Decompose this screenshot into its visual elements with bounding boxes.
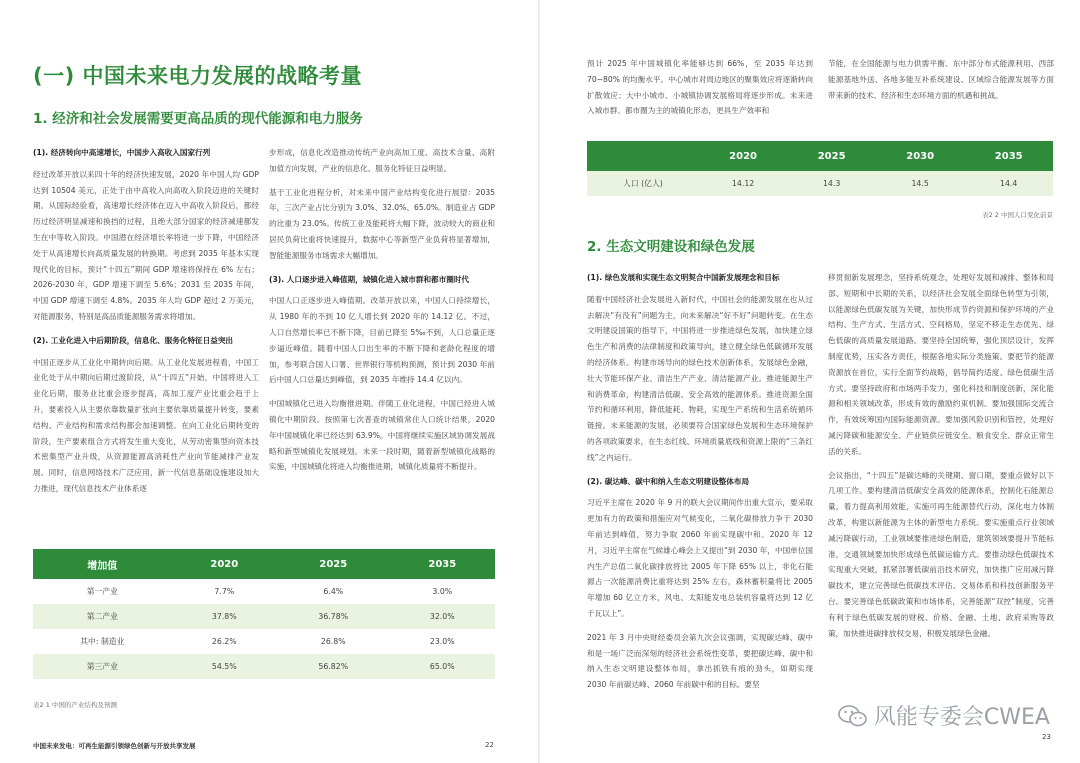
table-caption: 表2 2 中国人口变化前景 — [982, 211, 1053, 219]
table-cell: 第三产业 — [33, 654, 172, 679]
paragraph: 步形成，信息化改造推动传统产业向高加工度、高技术含量、高附加值方向发展，产业的信息化、服务化特征日益明显。 — [269, 148, 495, 173]
table-header: 2035 — [390, 549, 495, 579]
section-title-2: 2. 生态文明建设和绿色发展 — [587, 239, 755, 255]
population-table — [587, 141, 1053, 196]
table-cell: 第二产业 — [33, 604, 172, 629]
table-row — [33, 579, 495, 604]
table-cell: 37.8% — [172, 604, 277, 629]
table-header: 2025 — [787, 141, 876, 171]
table-cell: 23.0% — [390, 629, 495, 654]
chapter-title: (一) 中国未来电力发展的战略考量 — [33, 64, 363, 88]
page-number: 23 — [1042, 733, 1051, 741]
table-row — [587, 171, 1053, 196]
section-title-1: 1. 经济和社会发展需要更高品质的现代能源和电力服务 — [33, 111, 363, 127]
table-cell: 56.82% — [277, 654, 390, 679]
subheading-2: (2). 工业化进入中后期阶段，信息化、服务化特征日益突出 — [33, 335, 234, 345]
watermark — [838, 700, 1050, 731]
table-cell: 14.5 — [876, 171, 965, 196]
right-column-2 — [828, 270, 1054, 649]
table-header: 2020 — [699, 141, 788, 171]
table-row — [33, 654, 495, 679]
table-cell: 3.0% — [390, 579, 495, 604]
right-top-column-2 — [828, 56, 1054, 111]
subheading-1: (1). 绿色发展和实现生态文明契合中国新发展理念和目标 — [587, 273, 780, 282]
paragraph: 会议指出，“十四五”是碳达峰的关键期、窗口期，要重点做好以下几项工作。要构建清洁低碳安全高效的能源体系，控制化石能源总量，着力提高利用效能，实施可再生能源替代行动，深化电力体制改革，构建以新能源为主体的新型电力系统。要实施重点行业领域减污降碳行动，工业领域要推进绿色制造，建筑领域要提升节能标准，交通领域要加快形成绿色低碳运输方式。要推动绿色低碳技术实现重大突破，抓紧部署低碳前沿技术研究，加快推广应用减污降碳技术，建立完善绿色低碳技术评估、交易体系和科技创新服务平台。要完善绿色低碳政策和市场体系，完善能源“双控”制度，完善有利于绿色低碳发展的财税、价格、金融、土地、政府采购等政策，加快推进碳排放权交易，积极发展绿色金融。 — [828, 470, 1054, 638]
subheading-1: (1). 经济转向中高速增长，中国步入高收入国家行列 — [33, 148, 211, 157]
table-header: 2035 — [964, 141, 1053, 171]
paragraph: 经过改革开放以来四十年的经济快速发展，2020 年中国人均 GDP 达到 10504 美元，正处于由中高收入向高收入阶段迈进的关键时期。从国际经验看，高速增长经济体在迈入中高收入阶段后，都经历过经济明显减速和换挡的过程，且绝大部分国家的经济减速都发生在中等收入阶段。中国潜在经济增长率将进一步下降，中国经济处于从高速增长向高质量发展的转换期。考虑到 2035 年基本实现现代化的目标，预计“十四五”期间 GDP 增速将保持在 6% 左右；2026-2030 年，GDP 增速下调至 5.6%；2031 至 2035 年间，中国 GDP 增速下调至 4.8%。2035 年人均 GDP 超过 2 万美元，对能源服务，特别是高品质能源服务需求将增加。 — [33, 169, 259, 321]
paragraph: 中国城镇化已进入均衡推进期。伴随工业化进程，中国已经进入城镇化中期阶段。按照第七次普查的城镇常住人口统计结果，2020 年中国城镇化率已经达到 63.9%。中国将继续实施区域协调发展战略和新型城镇化发展规划。未来一段时期，随着新型城镇化战略的实施，中国城镇化将进入均衡推进期，城镇化质量将不断提升。 — [269, 399, 495, 472]
table-cell: 14.4 — [964, 171, 1053, 196]
table-cell: 7.7% — [172, 579, 277, 604]
table-cell: 32.0% — [390, 604, 495, 629]
table-row — [33, 629, 495, 654]
table-header: 2025 — [277, 549, 390, 579]
right-page — [540, 0, 1080, 763]
page-footer: 中国未来发电：可再生能源引领绿色创新与开放共享发展 — [33, 742, 196, 750]
table-cell: 54.5% — [172, 654, 277, 679]
left-column-2 — [269, 145, 495, 483]
right-column-1 — [587, 270, 813, 701]
left-column-1 — [33, 145, 259, 505]
table-cell: 26.2% — [172, 629, 277, 654]
table-cell: 65.0% — [390, 654, 495, 679]
watermark-text: 风能专委会CWEA — [873, 705, 1050, 730]
paragraph: 移贯彻新发展理念，坚持系统观念，处理好发展和减排、整体和局部、短期和中长期的关系，以经济社会发展全面绿色转型为引领，以能源绿色低碳发展为关键，加快形成节约资源和保护环境的产业结构、生产方式、生活方式、空间格局，坚定不移走生态优先、绿色低碳的高质量发展道路。要坚持全国统筹，强化顶层设计，发挥制度优势，压实各方责任，根据各地实际分类施策。要把节约能源资源放在首位，实行全面节约战略，倡导简约适度、绿色低碳生活方式。要坚持政府和市场两手发力，强化科技和制度创新，深化能源和相关领域改革，形成有效的激励约束机制。要加强国际交流合作，有效统筹国内国际能源资源。要加强风险识别和管控，处理好减污降碳和能源安全、产业链供应链安全、粮食安全、群众正常生活的关系。 — [828, 273, 1054, 456]
wechat-icon — [838, 705, 868, 727]
table-header-row — [33, 549, 495, 579]
table-header-row — [587, 141, 1053, 171]
subheading-3: (3). 人口逐步进入峰值期，城镇化进入城市群和都市圈时代 — [269, 274, 470, 284]
paragraph: 2021 年 3 月中央财经委员会第九次会议强调，实现碳达峰、碳中和是一场广泛而深刻的经济社会系统性变革，要把碳达峰、碳中和纳入生态文明建设整体布局，拿出抓铁有痕的劲头，如期实现 2030 年前碳达峰、2060 年前碳中和的目标。要坚 — [587, 632, 813, 690]
paragraph: 基于工业化进程分析，对未来中国产业结构变化进行展望：2035 年，三次产业占比分别为 3.0%、32.0%、65.0%。制造业占 GDP 的比重为 23.0%。传统工业及能耗将大幅下降，波动较大的商业和居民负荷比重将快速提升，数据中心等新型产业负荷将显著增加，智能能源服务市场需求大幅增加。 — [269, 187, 495, 260]
paragraph: 随着中国经济社会发展进入新时代，中国社会的能源发展在也从过去解决“有没有”问题为主，向未来解决“好不好”问题转变。在生态文明建设国策的指导下，中国将进一步推进绿色发展，加快建立绿色生产和消费的法律制度和政策导向，建立健全绿色低碳循环发展的经济体系。构建市场导向的绿色技术创新体系，发展绿色金融，壮大节能环保产业、清洁生产产业、清洁能源产业。推进能源生产和消费革命，构建清洁低碳、安全高效的能源体系。推进资源全面节约和循环利用，降低能耗、物耗，实现生产系统和生活系统循环链接。未来能源的发展，必须要符合国家绿色发展和生态环境保护的各项政策要求，在生态红线、环境质量底线和资源上限的“三条红线”之内运行。 — [587, 294, 813, 462]
table-cell: 其中: 制造业 — [33, 629, 172, 654]
paragraph: 中国正逐步从工业化中期转向后期。从工业化发展进程看，中国工业化处于从中期向后期过渡阶段，从“十四五”开始，中国将进入工业化后期，服务业比重会逐步提高，高加工度产业比重会趋于上升，要素投入从主要依靠数量扩张向主要依靠质量提升转变，要素结构、产业结构和需求结构都会加速调整。在向工业化后期转变的阶段，生产要素组合方式将发生重大变化，从劳动密集型向资本技术密集型产业升级，从资源能源高消耗性产业向节能减排产业发展。同时，信息网络技术广泛应用，新一代信息基础设施建设加大力推进，现代信息技术产业体系逐 — [33, 357, 259, 493]
paragraph: 习近平主席在 2020 年 9 月的联大会议期间作出重大宣示，要采取更加有力的政策和措施应对气候变化，二氧化碳排放力争于 2030 年前达到峰值，努力争取 2060 年前实现碳中和。2020 年 12 月，习近平主席在气候雄心峰会上又提出“到 2030 年，中国单位国内生产总值二氧化碳排放将比 2005 年下降 65% 以上，非化石能源占一次能源消费比重将达到 25% 左右，森林蓄积量将比 2005 年增加 60 亿立方米，风电、太阳能发电总装机容量将达到 12 亿千瓦以上”。 — [587, 498, 813, 618]
table-cell: 36.78% — [277, 604, 390, 629]
table-caption: 表2 1 中国的产业结构及预测 — [33, 701, 117, 709]
table-cell: 6.4% — [277, 579, 390, 604]
paragraph: 中国人口正逐步进入峰值期。改革开放以来，中国人口持续增长，从 1980 年的不到 10 亿人增长到 2020 年的 14.12 亿。不过，人口自然增长率已不断下降，目前已降至 5‰不到，人口总量正逐步逼近峰值。随着中国人口出生率的不断下降和老龄化程度的增加，参考联合国人口署、世界银行等机构预测，预计到 2030 年前后中国人口总量达到峰值，到 2035 年维持 14.4 亿以内。 — [269, 296, 495, 385]
industry-structure-table — [33, 549, 495, 679]
paragraph: 节能，在全国能源与电力供需平衡、东中部分布式能源利用、西部能源基地外送、各地多能互补系统建设、区域综合能源发展等方面带来新的技术、经济和生态环境方面的机遇和挑战。 — [828, 59, 1054, 100]
page-number: 22 — [485, 741, 494, 749]
table-header — [587, 141, 699, 171]
table-cell: 第一产业 — [33, 579, 172, 604]
paragraph: 预计 2025 年中国城镇化率能够达到 66%，至 2035 年达到 70~80% 的均衡水平。中心城市对周边地区的聚集效应将逐渐转向扩散效应；大中小城市、小城镇协调发展格局将逐步形成。未来进入城市群、都市圈为主的城镇化形态，更具生产效率和 — [587, 59, 813, 116]
table-header: 增加值 — [33, 549, 172, 579]
table-cell: 14.3 — [787, 171, 876, 196]
right-top-column-1 — [587, 56, 813, 127]
table-cell: 人口 (亿人) — [587, 171, 699, 196]
subheading-2: (2). 碳达峰、碳中和纳入生态文明建设整体布局 — [587, 476, 750, 486]
table-cell: 26.8% — [277, 629, 390, 654]
table-cell: 14.12 — [699, 171, 788, 196]
table-row — [33, 604, 495, 629]
table-header: 2030 — [876, 141, 965, 171]
table-header: 2020 — [172, 549, 277, 579]
